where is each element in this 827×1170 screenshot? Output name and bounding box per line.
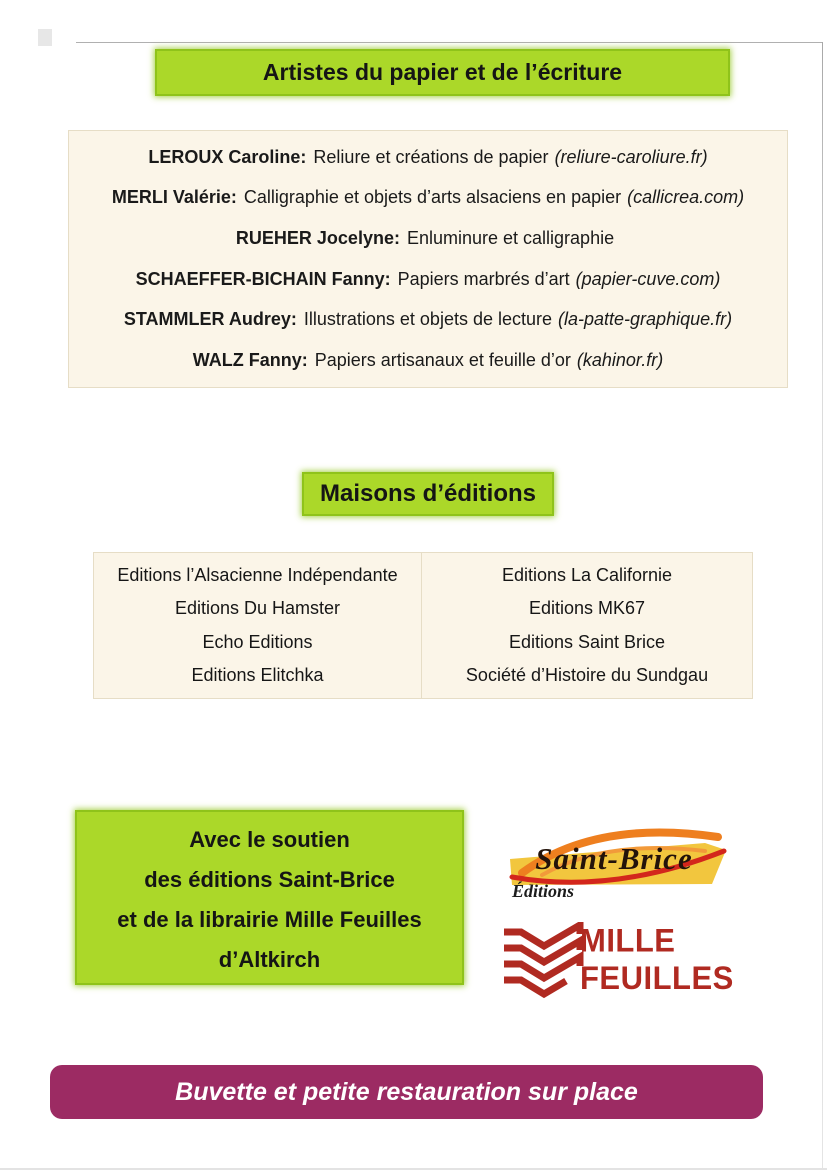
mille-feuilles-logo [500, 922, 748, 1002]
refreshments-banner-text: Buvette et petite restauration sur place [175, 1077, 638, 1106]
editor-entry: Société d’Histoire du Sundgau [465, 664, 709, 685]
editor-entry: Editions MK67 [528, 598, 646, 619]
editor-entry: Editions l’Alsacienne Indépendante [117, 565, 398, 586]
artist-entry [69, 147, 787, 168]
artist-entry [69, 228, 787, 249]
saint-brice-logo-text: Saint-Brice [535, 841, 693, 876]
editor-entry: Editions Saint Brice [508, 631, 666, 652]
pages-stack-icon [500, 922, 586, 1002]
artist-description: Papiers marbrés d’art [397, 268, 570, 289]
saint-brice-logo [500, 813, 728, 915]
artist-website: (reliure-caroliure.fr) [554, 146, 708, 167]
editor-entry: Editions Elitchka [191, 664, 324, 685]
artist-description: Illustrations et objets de lecture [303, 309, 553, 330]
artists-list-box [68, 130, 788, 388]
editor-entry: Editions La Californie [501, 565, 673, 586]
artist-entry [69, 309, 787, 330]
support-line: d’Altkirch [218, 946, 321, 972]
editors-column-left [94, 553, 422, 698]
support-box [75, 810, 464, 985]
scan-artifact-square [38, 29, 52, 46]
artist-name: LEROUX Caroline: [148, 146, 307, 167]
artist-entry [69, 187, 787, 208]
artist-description: Reliure et créations de papier [313, 146, 549, 167]
editors-column-right [422, 553, 752, 698]
editor-entry: Editions Du Hamster [174, 598, 341, 619]
support-line: Avec le soutien [189, 826, 350, 852]
artist-name: RUEHER Jocelyne: [235, 228, 400, 249]
artist-name: STAMMLER Audrey: [123, 309, 297, 330]
mille-feuilles-line2: FEUILLES [580, 959, 734, 997]
artist-website: (kahinor.fr) [576, 350, 664, 371]
artist-website: (la-patte-graphique.fr) [558, 309, 733, 330]
refreshments-banner [50, 1065, 763, 1119]
saint-brice-logo-subtitle: Éditions [512, 881, 575, 901]
artist-description: Enluminure et calligraphie [406, 228, 615, 249]
artist-name: WALZ Fanny: [192, 350, 308, 371]
artist-entry [69, 350, 787, 371]
artist-entry [69, 269, 787, 290]
artist-name: SCHAEFFER-BICHAIN Fanny: [135, 268, 391, 289]
editors-section-title: Maisons d’éditions [302, 472, 554, 516]
artist-website: (callicrea.com) [627, 187, 745, 208]
artist-description: Calligraphie et objets d’arts alsaciens en papier [243, 187, 622, 208]
scan-artifact-horizontal-line [76, 42, 823, 43]
mille-feuilles-logo-text [580, 922, 734, 998]
artist-name: MERLI Valérie: [111, 187, 237, 208]
artist-description: Papiers artisanaux et feuille d’or [314, 350, 571, 371]
artist-website: (papier-cuve.com) [575, 268, 721, 289]
artists-section-title: Artistes du papier et de l’écriture [155, 49, 730, 96]
scan-artifact-vertical-line [822, 42, 823, 1168]
editors-table [93, 552, 753, 699]
editor-entry: Echo Editions [202, 631, 313, 652]
support-line: des éditions Saint-Brice [144, 866, 395, 892]
mille-feuilles-line1: MILLE [580, 922, 676, 959]
support-line: et de la librairie Mille Feuilles [117, 906, 422, 932]
